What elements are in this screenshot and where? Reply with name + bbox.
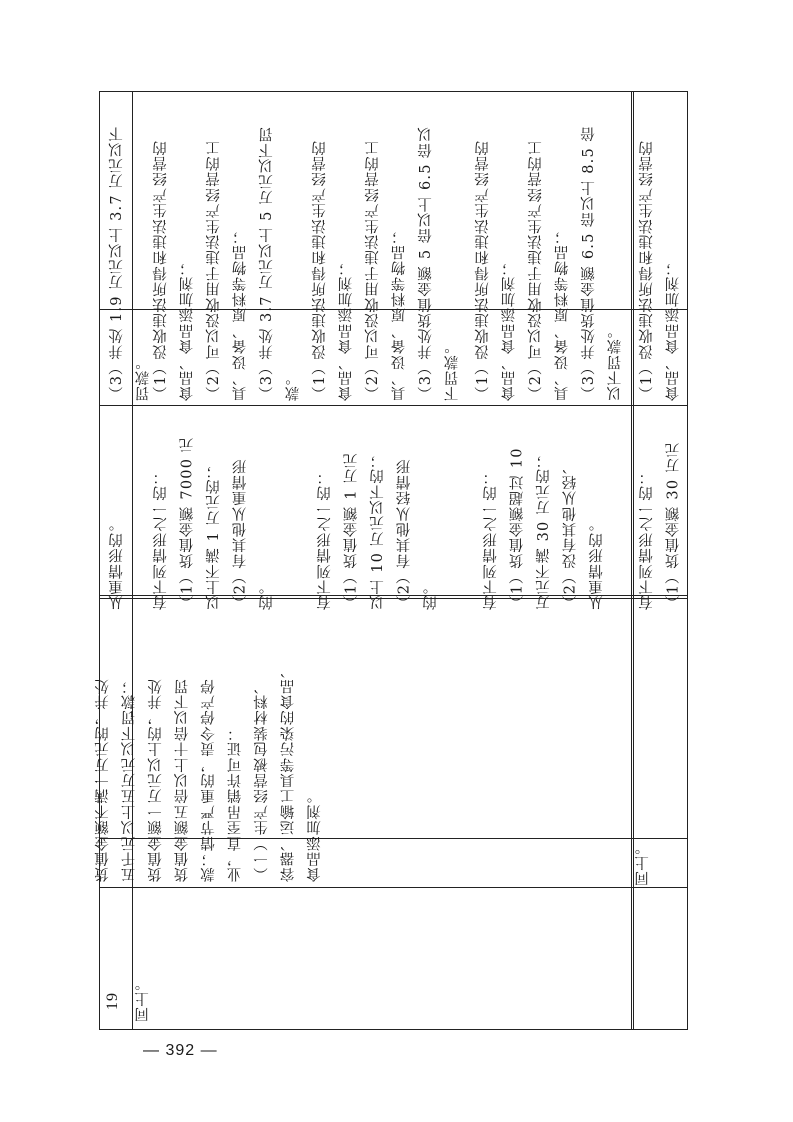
- penalty-line: 罚款。: [135, 353, 152, 401]
- circumstance-line: （1）货值金额 7000 元: [179, 436, 196, 610]
- circumstance-cell: [634, 410, 688, 610]
- circumstance-line: （1）货值金额 30 万元: [665, 441, 682, 610]
- penalty-line: 食品、食品添加剂；: [665, 259, 682, 401]
- law-line: 货值金额五倍以上十倍以下罚: [174, 677, 191, 882]
- circumstance-line: （2）有其他从轻情形: [396, 458, 413, 610]
- penalty-line: （3）并处货值金额 5 倍以上 6.5 倍以: [418, 126, 434, 401]
- penalty-line: 具、设备、原料等物品；: [232, 228, 249, 401]
- row-divider: [631, 91, 632, 1030]
- penalty-line: 食品、食品添加剂；: [179, 259, 196, 401]
- circumstance-line: 从重情形的。: [109, 515, 125, 610]
- penalty-line: （2）可以没收用于违法生产经营的工: [528, 139, 544, 401]
- law-line: 容器、运输工具等污染的食品、: [280, 662, 297, 882]
- circumstance-line: 有下列情形之一的：: [483, 468, 499, 610]
- penalty-line: 下罚款。: [444, 338, 461, 401]
- penalty-line: 食品、食品添加剂；: [501, 259, 518, 401]
- penalty-line: （3）并处货值金额 6.5 倍以上 8.5 倍: [581, 125, 597, 401]
- basis-cell: [130, 936, 160, 1022]
- circumstance-line: （2）没有其他从轻、: [562, 458, 579, 610]
- circumstance-line: 有下列情形之一的：: [639, 468, 655, 610]
- law-line: 货值金额一万元以上的，并处: [148, 677, 164, 882]
- circumstance-cell: [478, 410, 628, 610]
- law-line: 业，直至吊销许可证：: [227, 725, 244, 882]
- basis-text: 同上。: [135, 974, 151, 1022]
- column-divider: [99, 887, 688, 888]
- circumstance-line: 以上 10 万元以下的；: [370, 451, 386, 610]
- penalty-line: （2）可以没收用于违法生产经营的工: [365, 139, 381, 401]
- penalty-line: （3）并处 1.9 万元以上 3.7 万元以下: [109, 125, 125, 401]
- circumstance-line: （1）货值金额超过 10: [509, 447, 526, 610]
- penalty-cell: [148, 96, 308, 401]
- circumstance-cell: [312, 410, 467, 610]
- row-number: 19: [104, 992, 121, 1010]
- circumstance-line: （1）货值金额 1 万元: [343, 451, 360, 610]
- penalty-line: 具、设备、原料等物品；: [554, 228, 571, 401]
- law-line: 五千元以上五万元以下罚款；: [121, 677, 138, 882]
- circumstance-line: 的。: [423, 578, 439, 610]
- circumstance-line: （2）有其他从重情形: [232, 458, 249, 610]
- page-number: — 392 —: [143, 1042, 218, 1059]
- penalty-cell: [470, 96, 630, 401]
- penalty-line: （3）并处 3.7 万元以上 5 万元以下罚: [259, 126, 275, 401]
- circumstance-cell: [104, 410, 134, 610]
- circumstance-line: 以上不满 1 万元的；: [206, 462, 222, 610]
- column-divider: [99, 598, 688, 599]
- penalty-line: （1）没收违法所得和违法生产经营的: [153, 139, 169, 401]
- penalty-line: （2）可以没收用于违法生产经营的工: [206, 139, 222, 401]
- penalty-line: （1）没收违法所得和违法生产经营的: [475, 139, 491, 401]
- penalty-line: 具、设备、原料等物品；: [391, 228, 408, 401]
- circumstance-line: 的。: [259, 578, 275, 610]
- penalty-line: 以下罚款。: [607, 322, 624, 401]
- penalty-line: 款。: [285, 369, 302, 401]
- penalty-cell: [104, 96, 158, 401]
- penalty-line: 食品、食品添加剂；: [338, 259, 355, 401]
- law-line: 食品添加剂。: [307, 787, 323, 882]
- circumstance-line: 万元不满 30 万元的；: [536, 451, 552, 610]
- law-line: 款；情节严重的，责令停产停: [201, 677, 217, 882]
- law-line: 货值金额不满一万元的，并处: [95, 677, 111, 882]
- law-text: 同上。: [635, 838, 651, 886]
- circumstance-line: 有下列情形之一的：: [153, 468, 169, 610]
- circumstance-line: 有下列情形之一的：: [317, 468, 333, 610]
- penalty-line: （1）没收违法所得和违法生产经营的: [639, 139, 655, 401]
- column-divider: [99, 405, 688, 406]
- penalty-cell: [634, 96, 688, 401]
- law-line: （一）生产经营被包装材料、: [254, 677, 270, 882]
- penalty-cell: [307, 96, 467, 401]
- penalty-line: （1）没收违法所得和违法生产经营的: [312, 139, 328, 401]
- law-cell-short: [630, 806, 660, 886]
- law-article-cell: [90, 597, 338, 882]
- circumstance-line: 从重情形的。: [589, 515, 605, 610]
- circumstance-cell: [148, 410, 303, 610]
